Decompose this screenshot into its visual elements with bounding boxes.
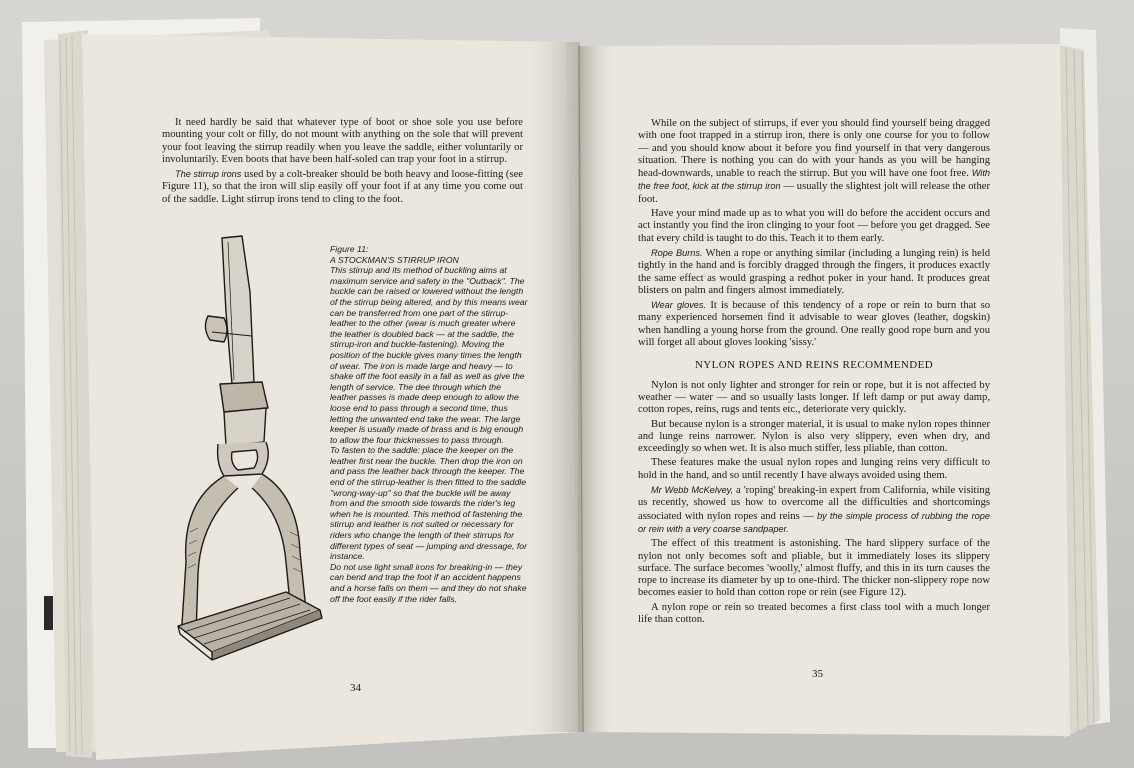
left-paragraph-1: It need hardly be said that whatever type of boot or shoe sole you use before mounting your colt or filly, do not mount with anything on the sole that will prevent your foot leaving the stirrup readily when you leave the saddle, either voluntarily or involuntarily. Even boots that have been half-soled can trap your foot in a stirrup.	[162, 117, 523, 165]
right-page-number: 35	[812, 668, 823, 680]
right-paragraph-1-sans: With the free foot, kick at the stirrup iron	[638, 168, 990, 192]
stirrup-iron-illustration	[172, 232, 332, 672]
rope-burns-lead: Rope Burns.	[651, 247, 703, 258]
right-paragraph-7: These features make the usual nylon ropes and lunging reins very difficult to hold in the hand, and so until recently I have always avoided using them.	[638, 457, 990, 481]
figure-label: Figure 11:	[330, 244, 369, 254]
left-paragraph-2-lead: The stirrup irons	[175, 169, 242, 180]
right-paragraph-8	[638, 484, 990, 536]
right-paragraph-10: A nylon rope or rein so treated becomes a first class tool with a much longer life than cotton.	[638, 601, 990, 625]
right-paragraph-5: Nylon is not only lighter and stronger for rein or rope, but it is not affected by weather — water — and so usually lasts longer. If left damp or put away damp, cotton ropes, reins, rugs and tents etc., deteriorate very quickly.	[638, 379, 990, 416]
right-paragraph-8-sans: by the simple process of rubbing the rope or rein with a very coarse sandpaper.	[638, 510, 990, 534]
left-page-number: 34	[350, 682, 361, 694]
right-paragraph-4	[638, 299, 990, 349]
figure-11-caption	[330, 244, 528, 604]
right-paragraph-1-tail: — usually the slightest jolt will release the other foot.	[638, 181, 990, 205]
right-paragraph-1-text: While on the subject of stirrups, if ever you should find yourself being dragged with one foot trapped in a stirrup iron, there is only one course for you to follow — and you should know about it before you find yourself in that very dangerous situation. There is nothing you can do with your hands as you will be hanging head-downwards, unable to reach the stirrup. But you will have one foot free.	[638, 118, 990, 180]
right-paragraph-2: Have your mind made up as to what you will do before the accident occurs and act instantly you find the iron clinging to your foot — before you get dragged. See that every child is taught to do this. Teach it to them early.	[638, 208, 990, 244]
right-paragraph-8-text: a 'roping' breaking-in expert from California, while visiting us recently, showed us how to overcome all the difficulties and shortcomings associated with nylon ropes and reins —	[638, 485, 990, 522]
mr-webb-lead: Mr Webb McKelvey,	[651, 485, 734, 496]
figure-body-warning: Do not use light small irons for breaking-in — they can bend and trap the foot if an accident happens and a horse falls on them — and they do not shake off the foot easily if the rider falls.	[330, 561, 527, 604]
figure-body-fastening: To fasten to the saddle: place the keeper on the leather first near the buckle. Then drop the iron on and pass the leather back through the keeper. The end of the stirrup-leather is then fitted to the saddle "wrong-way-up" so that the buckle will be away from and the smooth side towards the rider's leg when he is mounted. This method of fastening the stirrup and leather is not suited or necessary for riders who change the length of their stirrups for different types of seat — jumping and dressage, for instance.	[330, 445, 528, 562]
figure-title: A STOCKMAN'S STIRRUP IRON	[330, 254, 459, 265]
right-paragraph-6: But because nylon is a stronger material, it is usual to make nylon ropes thinner and lunge reins narrower. Nylon is also very slippery, even when dry, and exceedingly so when wet. It is also much stiffer, less pliable, than cotton.	[638, 418, 990, 455]
section-heading-nylon: NYLON ROPES AND REINS RECOMMENDED	[694, 359, 934, 372]
right-paragraph-9: The effect of this treatment is astonishing. The hard slippery surface of the nylon not only becomes soft and pliable, but it immediately loses its slippery surface. The surface becomes 'woolly,' almost fluffy, and this in its turn causes the rope to increase its diameter by up to one-third. The thicker non-slippery rope now becomes easier to hold than cotton rope or rein (see Figure 12).	[638, 538, 990, 599]
right-page-body	[638, 118, 990, 628]
wear-gloves-lead: Wear gloves.	[651, 300, 707, 311]
figure-body: This stirrup and its method of buckling aims at maximum service and safety in the "Outback". The buckle can be raised or lowered without the length of the stirrup being altered, and by this means wear can be transferred from one part of the stirrup-leather to the other (wear is much greater where the leather is doubled back — at the saddle, the stirrup-iron and buckle-fastening). Moving the position of the buckle gives many times the length of wear. The iron is made large and heavy — to shake off the foot easily in a fall as well as give the length of service. The dee through which the leather passes is made deep enough to allow the loose end to pass through a second time, thus letting the unwanted end take the wear. The large keeper is usually made of brass and is big enough to allow the four thicknesses to pass through.	[330, 265, 528, 445]
right-paragraph-3-text: When a rope or anything similar (including a lunging rein) is held tightly in the hand and is forcibly dragged through the fingers, it produces exactly the same effect as would grasping a redhot poker in your hand. It produces great blisters on palm and fingers almost immediately.	[638, 247, 990, 296]
right-paragraph-1	[638, 118, 990, 206]
left-paragraph-2	[162, 168, 523, 206]
right-paragraph-3	[638, 247, 990, 297]
left-page-body	[162, 117, 523, 208]
right-paragraph-4-text: It is because of this tendency of a rope or rein to burn that so many experienced horsemen find it advisable to wear gloves (leather, dogskin) when handling a young horse from the ground. One really good rope burn and you will forget all about gloves looking 'sissy.'	[638, 300, 990, 349]
left-paragraph-2-text: used by a colt-breaker should be both heavy and loose-fitting (see Figure 11), so that the iron will slip easily off your foot if at any time you come out of the saddle. Light stirrup irons tend to cling to the foot.	[162, 169, 523, 205]
